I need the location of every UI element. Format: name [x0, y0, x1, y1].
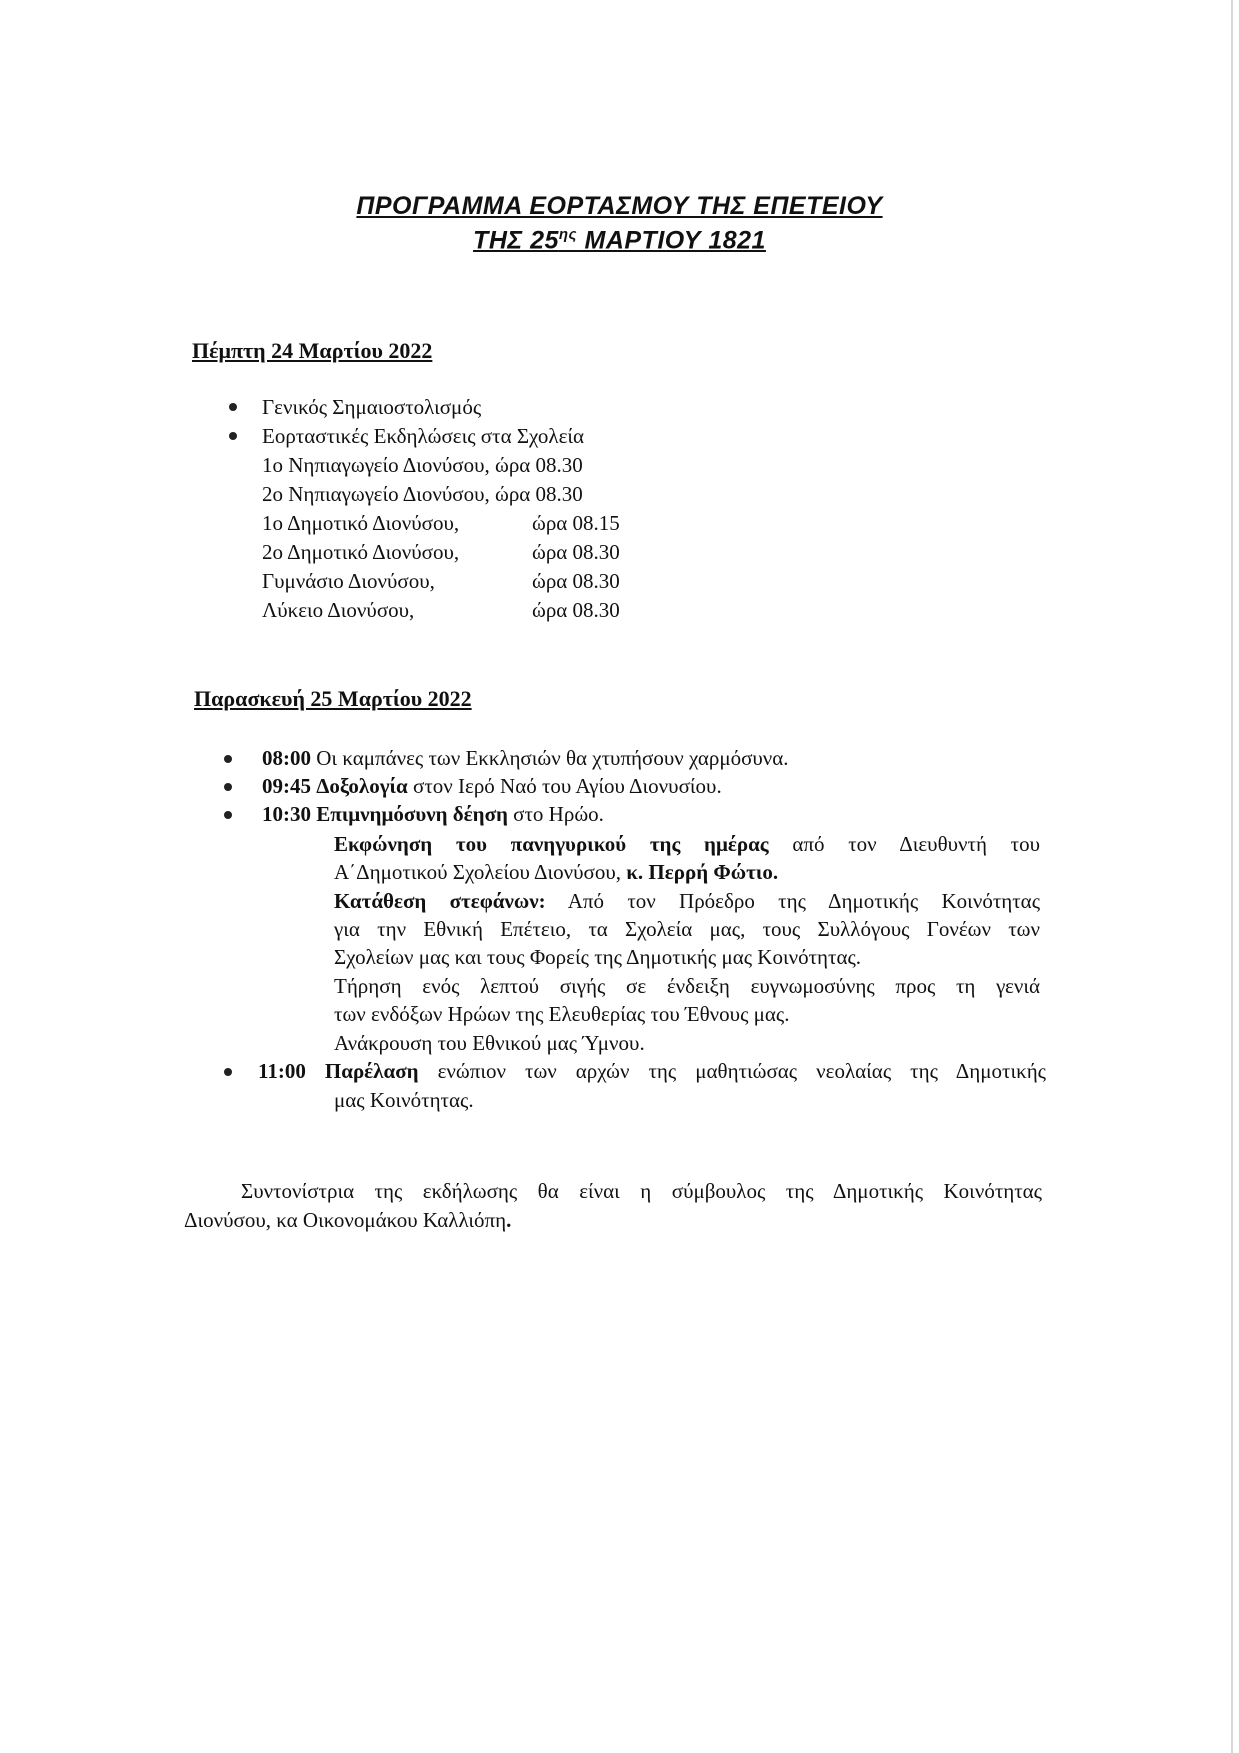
coordinator-name: Διονύσου, κα Οικονομάκου Καλλιόπη [184, 1208, 507, 1232]
event-time: 09:45 [262, 774, 311, 798]
school-row-time: ώρα 08.30 [532, 569, 620, 593]
title-line2-pre: ΤΗΣ 25 [473, 226, 559, 255]
event-bold: Παρέλαση [324, 1059, 419, 1083]
bullet [224, 783, 232, 791]
day1-item-flags: Γενικός Σημαιοστολισμός [262, 395, 482, 419]
school-row: 2ο Νηπιαγωγείο Διονύσου, ώρα 08.30 [262, 482, 583, 506]
document-title-line2 [0, 226, 1239, 255]
wreath-bold: Κατάθεση στεφάνων: [334, 889, 546, 913]
event-text: Οι καμπάνες των Εκκλησιών θα χτυπήσουν χαρμόσυνα. [311, 746, 789, 770]
speech-line1 [334, 830, 1040, 858]
event-text: ενώπιον των αρχών της μαθητιώσας νεολαίας της Δημοτικής [418, 1059, 1046, 1083]
wreath-line1 [334, 887, 1040, 915]
speech-text: από τον Διευθυντή του [768, 832, 1040, 856]
event-text: στο Ηρώο. [507, 802, 604, 826]
event-time: 11:00 [258, 1059, 306, 1083]
speech-school: Α΄Δημοτικού Σχολείου Διονύσου, [334, 860, 627, 884]
wreath-line3: Σχολείων μας και τους Φορείς της Δημοτικής μας Κοινότητας. [334, 945, 862, 969]
event-1100 [258, 1057, 1046, 1085]
day2-heading: Παρασκευή 25 Μαρτίου 2022 [194, 686, 472, 711]
document-title-line1: ΠΡΟΓΡΑΜΜΑ ΕΟΡΤΑΣΜΟΥ ΤΗΣ ΕΠΕΤΕΙΟΥ [356, 192, 883, 220]
speaker-name: κ. Περρή Φώτιο. [626, 860, 779, 884]
school-row: 1ο Νηπιαγωγείο Διονύσου, ώρα 08.30 [262, 453, 583, 477]
event-0800 [262, 744, 789, 772]
school-row-time: ώρα 08.30 [532, 598, 620, 622]
school-row-time: ώρα 08.30 [532, 540, 620, 564]
scan-edge [1231, 0, 1233, 1753]
speech-bold: Εκφώνηση του πανηγυρικού της ημέρας [334, 832, 769, 856]
event-text: στον Ιερό Ναό του Αγίου Διονυσίου. [407, 774, 722, 798]
silence-line2: των ενδόξων Ηρώων της Ελευθερίας του Έθνους μας. [334, 1002, 790, 1026]
event-time: 10:30 [262, 802, 311, 826]
event-1100-line2: μας Κοινότητας. [334, 1088, 474, 1112]
school-row-name: 2ο Δημοτικό Διονύσου, [262, 540, 460, 564]
anthem-line: Ανάκρουση του Εθνικού μας Ύμνου. [334, 1031, 645, 1055]
bullet [224, 811, 232, 819]
school-row-name: Γυμνάσιο Διονύσου, [262, 569, 435, 593]
bullet [224, 1068, 232, 1076]
event-0945 [262, 772, 722, 800]
day1-item-school-events: Εορταστικές Εκδηλώσεις στα Σχολεία [262, 424, 585, 448]
school-row-name: Λύκειο Διονύσου, [262, 598, 415, 622]
wreath-text: Από τον Πρόεδρο της Δημοτικής Κοινότητας [545, 889, 1041, 913]
day1-heading: Πέμπτη 24 Μαρτίου 2022 [192, 338, 433, 363]
event-time: 08:00 [262, 746, 311, 770]
coordinator-line1: Συντονίστρια της εκδήλωσης θα είναι η σύμβουλος της Δημοτικής Κοινότητας [241, 1179, 1042, 1203]
bullet [229, 432, 237, 440]
event-1030 [262, 800, 604, 828]
bullet [229, 403, 237, 411]
wreath-line2: για την Εθνική Επέτειο, τα Σχολεία μας, τους Συλλόγους Γονέων των [334, 917, 1040, 941]
silence-line1: Τήρηση ενός λεπτού σιγής σε ένδειξη ευγνωμοσύνης προς τη γενιά [334, 974, 1040, 998]
bullet [224, 755, 232, 763]
event-bold: Επιμνημόσυνη δέηση [316, 802, 508, 826]
title-line2-post: ΜΑΡΤΙΟΥ 1821 [577, 226, 766, 255]
event-bold: Δοξολογία [316, 774, 408, 798]
coordinator-period: . [506, 1208, 512, 1232]
school-row-time: ώρα 08.15 [532, 511, 620, 535]
coordinator-line2 [184, 1206, 511, 1234]
title-line2-sup: ης [558, 226, 578, 243]
school-row-name: 1ο Δημοτικό Διονύσου, [262, 511, 460, 535]
speech-line2 [334, 858, 778, 886]
